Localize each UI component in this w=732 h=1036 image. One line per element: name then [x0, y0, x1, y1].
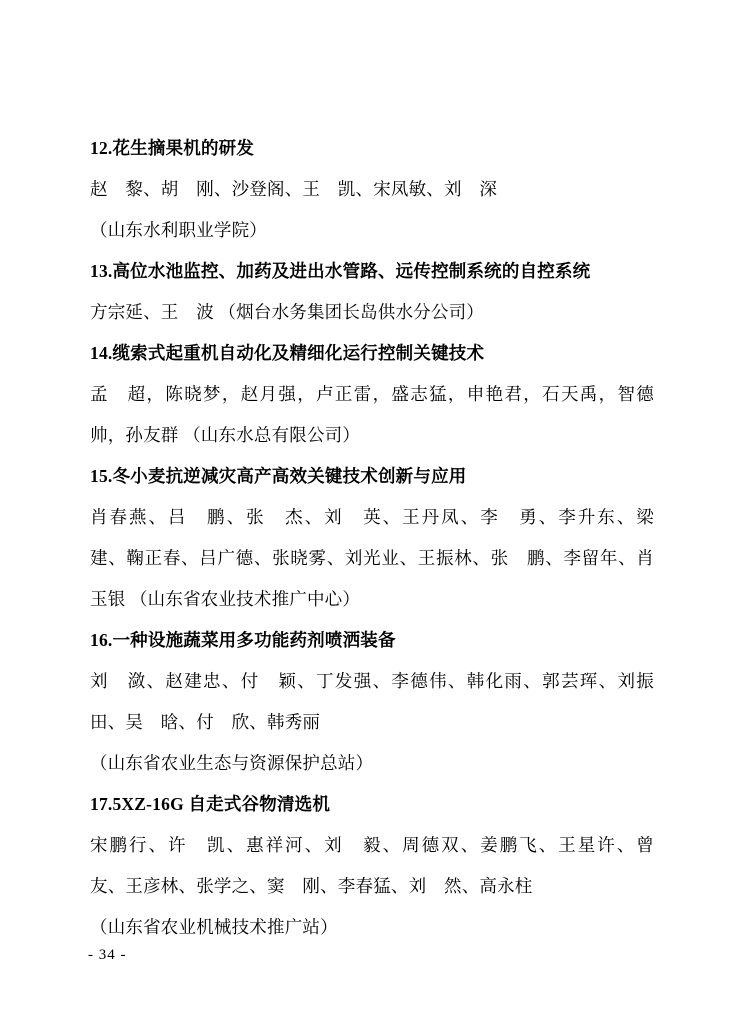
page-number: - 34 - [88, 947, 127, 963]
entry-names: 宋鹏行、许 凯、惠祥河、刘 毅、周德双、姜鹏飞、王星许、曾 友、王彦林、张学之、窦 刚、李春猛、刘 然、高永柱 [90, 835, 672, 896]
entry-names: 方宗延、王 波 （烟台水务集团长岛供水分公司） [90, 302, 484, 322]
entry-names: 赵 黎、胡 刚、沙登阁、王 凯、宋凤敏、刘 深 [90, 179, 498, 199]
entry-names: （山东省农业机械技术推广站） [90, 917, 338, 937]
entry-names: （山东水利职业学院） [90, 220, 267, 240]
entry-title: 15.冬小麦抗逆减灾高产高效关键技术创新与应用 [90, 466, 467, 486]
entry-title: 14.缆索式起重机自动化及精细化运行控制关键技术 [90, 343, 485, 363]
entry-names: （山东省农业生态与资源保护总站） [90, 753, 374, 773]
entry-title: 17.5XZ-16G 自走式谷物清选机 [90, 794, 331, 814]
entry-title: 12.花生摘果机的研发 [90, 138, 255, 158]
entry-names: 刘 潋、赵建忠、付 颖、丁发强、李德伟、韩化雨、郭芸珲、刘振田、吴 晗、付 欣、韩秀丽 [90, 671, 654, 732]
entry-title: 13.高位水池监控、加药及进出水管路、远传控制系统的自控系统 [90, 261, 591, 281]
document-body [90, 128, 672, 948]
entry-title: 16.一种设施蔬菜用多功能药剂喷洒装备 [90, 630, 396, 650]
entry-names: 孟 超，陈晓梦，赵月强，卢正雷，盛志猛，申艳君，石天禹，智德帅，孙友群 （山东水总有限公司） [90, 384, 654, 445]
entry-names: 肖春燕、吕 鹏、张 杰、刘 英、王丹凤、李 勇、李升东、梁 建、鞠正春、吕广德、张晓雾、刘光业、王振林、张 鹏、李留年、肖玉银 （山东省农业技术推广中心） [90, 507, 672, 609]
